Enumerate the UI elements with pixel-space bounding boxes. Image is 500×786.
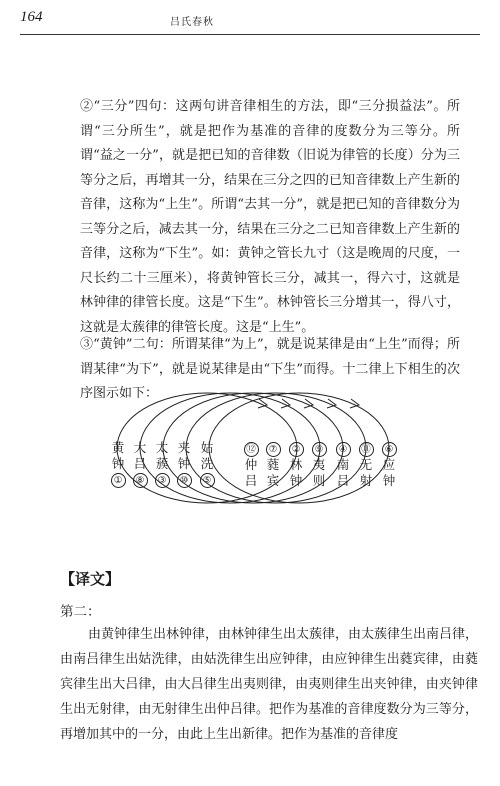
- pitch-column: [132, 440, 148, 488]
- page-number: 164: [20, 9, 43, 25]
- pitch-name-char: 南: [336, 457, 350, 472]
- note-marker: ②: [80, 99, 94, 114]
- pitch-order-number: ⑨: [312, 442, 327, 457]
- pitch-name-char: 夷: [312, 457, 326, 472]
- pitch-name-char: 太: [155, 440, 169, 455]
- pitch-order-number: ⑧: [133, 473, 148, 488]
- pitch-name-char: 钟: [111, 455, 125, 471]
- pitch-name-char: 姑: [200, 440, 214, 455]
- pitch-order-number: ①: [111, 473, 126, 488]
- pitch-name-char: 仲: [244, 457, 258, 472]
- pitch-name-char: 夹: [177, 440, 191, 455]
- pitch-order-number: ④: [336, 442, 351, 457]
- pitch-column: [288, 440, 304, 488]
- pitch-name-char: 射: [359, 472, 373, 488]
- translation-paragraph: [60, 622, 478, 747]
- note-2: [80, 95, 460, 340]
- note-marker: ③: [80, 337, 94, 352]
- pitch-column: [335, 440, 351, 488]
- pitch-order-number: ⑪: [359, 442, 374, 457]
- pitch-name-char: 则: [312, 472, 326, 488]
- pitch-name-char: 蕤: [266, 457, 280, 472]
- pitch-name-char: 钟: [382, 472, 396, 488]
- pitch-generation-diagram: [0, 388, 500, 518]
- pitch-name-char: 钟: [177, 455, 191, 471]
- pitch-order-number: ⑫: [244, 442, 259, 457]
- pitch-name-char: 大: [133, 440, 147, 455]
- pitch-order-number: ⑦: [266, 442, 281, 457]
- note-text: “三分”四句：这两句讲音律相生的方法，即“三分损益法”。所谓“三分所生”，就是把作为基准的音律的度数分为三等分。所谓“益之一分”，就是把已知的音律数（旧说为律管的长度）分为三等分之后，再增其一分，结果在三分之四的已知音律数上产生新的音律，这称为“上生”。所谓“去其一分”，就是把已知的音律数分为三等分之后，减去其一分，结果在三分之二已知音律数上产生新的音律，这称为“下生”。如：黄钟之管长九寸（这是晚周的尺度，一尺长约二十三厘米），将黄钟管长三分，减其一，得六寸，这就是林钟律的律管长度。这是“下生”。林钟管长三分增其一，得八寸，这就是太蔟律的律管长度。这是“上生”。: [80, 99, 460, 335]
- translation-section-label: 第二：: [60, 604, 101, 620]
- pitch-name-char: 无: [359, 457, 373, 472]
- pitch-column: [199, 440, 215, 488]
- pitch-column: [176, 440, 192, 488]
- header-rule: [20, 34, 480, 35]
- pitch-order-number: ⑥: [382, 442, 397, 457]
- pitch-name-char: 吕: [133, 455, 147, 471]
- pitch-name-char: 林: [289, 457, 303, 472]
- pitch-column: [243, 440, 259, 488]
- running-title: 吕氏春秋: [170, 17, 214, 28]
- pitch-name-char: 应: [382, 457, 396, 472]
- pitch-column: [358, 440, 374, 488]
- translation-heading: 【译文】: [60, 570, 121, 588]
- pitch-name-char: 蔟: [155, 455, 169, 471]
- pitch-name-char: 钟: [289, 472, 303, 488]
- pitch-order-number: ②: [289, 442, 304, 457]
- pitch-name-char: 吕: [336, 472, 350, 488]
- page-header: [20, 6, 480, 34]
- pitch-column: [154, 440, 170, 488]
- pitch-order-number: ③: [155, 473, 170, 488]
- pitch-column: [381, 440, 397, 488]
- pitch-order-number: ⑩: [177, 473, 192, 488]
- pitch-order-number: ⑤: [200, 473, 215, 488]
- note-text: “黄钟”二句：所谓某律“为上”，就是说某律是由“上生”而得；所谓某律“为下”，就是说某律是由“下生”而得。十二律上下相生的次序图示如下：: [80, 337, 460, 401]
- pitch-name-char: 吕: [244, 472, 258, 488]
- pitch-column: [311, 440, 327, 488]
- pitch-name-char: 黄: [111, 440, 125, 455]
- pitch-name-char: 宾: [266, 472, 280, 488]
- pitch-name-char: 洗: [200, 455, 214, 471]
- pitch-column: [265, 440, 281, 488]
- pitch-column: [110, 440, 126, 488]
- translation-text: 由黄钟律生出林钟律，由林钟律生出太蔟律，由太蔟律生出南吕律，由南吕律生出姑洗律，由姑洗律生出应钟律，由应钟律生出蕤宾律，由蕤宾律生出大吕律，由大吕律生出夷则律，由夷则律生出夹钟律，由夹钟律生出无射律，由无射律生出仲吕律。把作为基准的音律度数分为三等分，再增加其中的一分，由此上生出新律。把作为基准的音律度: [60, 627, 479, 742]
